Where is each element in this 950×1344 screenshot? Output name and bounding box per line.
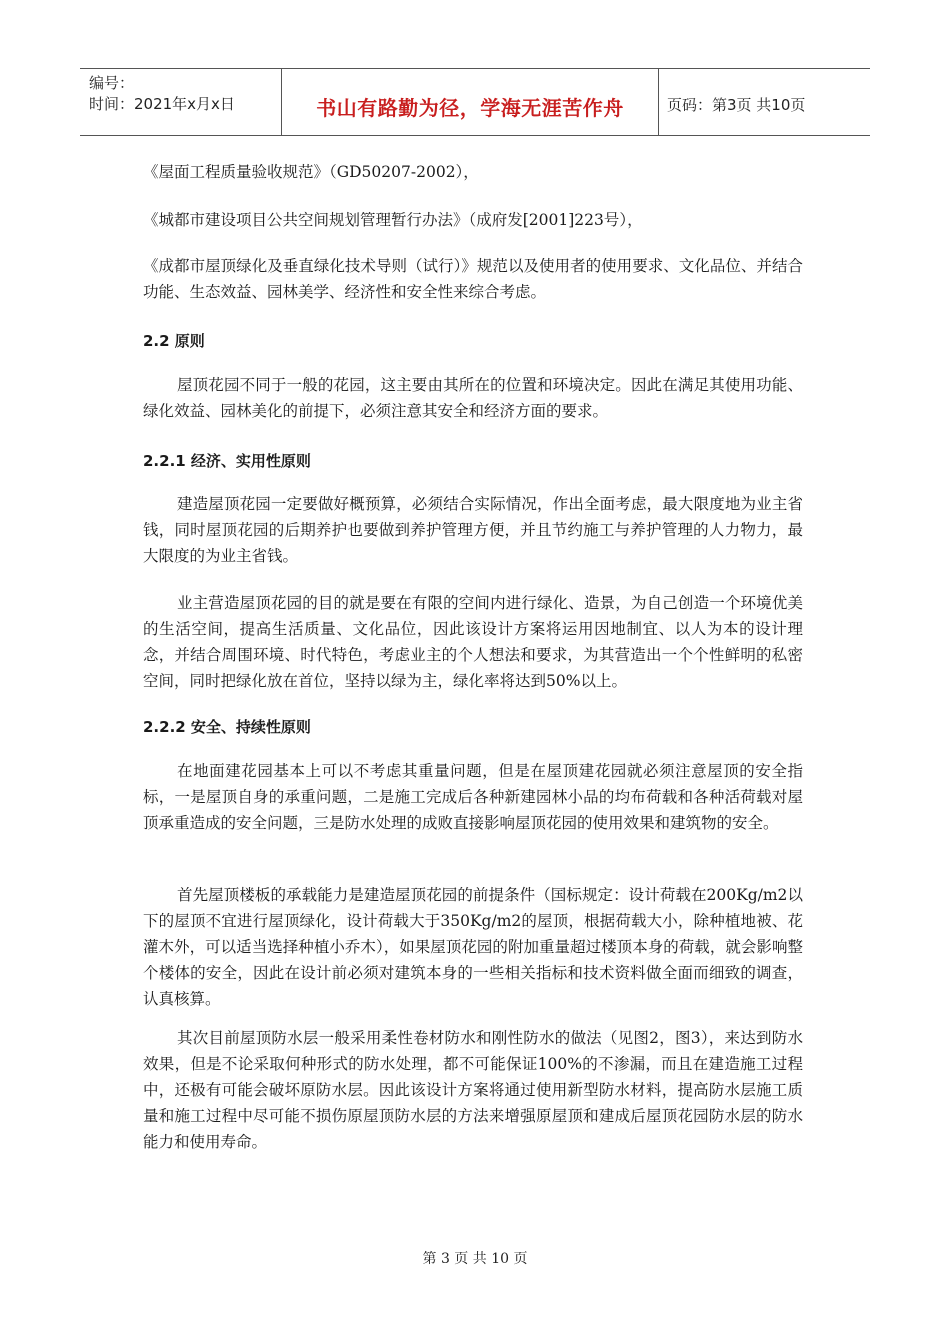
header-meta-cell	[80, 69, 282, 135]
doc-number-label: 编号：	[89, 74, 135, 92]
header-motto-cell	[282, 69, 659, 135]
header-motto: 书山有路勤为径，学海无涯苦作舟	[316, 96, 624, 120]
page-header	[80, 68, 870, 136]
paragraph-2-2-1-a: 建造屋顶花园一定要做好概预算，必须结合实际情况，作出全面考虑，最大限度地为业主省钱，同时屋顶花园的后期养护也要做到养护管理方便，并且节约施工与养护管理的人力物力，最大限度的为业主省钱。	[143, 495, 803, 565]
reference-line-1: 《屋面工程质量验收规范》（GD50207-2002），	[143, 163, 479, 181]
section-heading-2-2: 2.2 原则	[143, 332, 205, 350]
paragraph-2-2: 屋顶花园不同于一般的花园，这主要由其所在的位置和环境决定。因此在满足其使用功能、绿化效益、园林美化的前提下，必须注意其安全和经济方面的要求。	[143, 376, 803, 420]
doc-date-label: 时间：2021年x月x日	[89, 95, 235, 113]
reference-paragraph-3: 《成都市屋顶绿化及垂直绿化技术导则（试行）》规范以及使用者的使用要求、文化品位、并结合功能、生态效益、园林美学、经济性和安全性来综合考虑。	[143, 257, 803, 301]
header-page-info: 页码：第3页 共10页	[667, 96, 806, 114]
reference-line-2: 《城都市建设项目公共空间规划管理暂行办法》（成府发[2001]223号），	[143, 211, 643, 229]
section-heading-2-2-2: 2.2.2 安全、持续性原则	[143, 718, 311, 736]
header-page-cell	[659, 69, 870, 135]
section-heading-2-2-1: 2.2.1 经济、实用性原则	[143, 452, 311, 470]
paragraph-2-2-1-b: 业主营造屋顶花园的目的就是要在有限的空间内进行绿化、造景，为自己创造一个环境优美的生活空间，提高生活质量、文化品位，因此该设计方案将运用因地制宜、以人为本的设计理念，并结合周围环境、时代特色，考虑业主的个人想法和要求，为其营造出一个个性鲜明的私密空间，同时把绿化放在首位，坚持以绿为主，绿化率将达到50%以上。	[143, 594, 803, 690]
page-footer: 第 3 页 共 10 页	[422, 1251, 528, 1267]
paragraph-2-2-2-c: 其次目前屋顶防水层一般采用柔性卷材防水和刚性防水的做法（见图2，图3），来达到防水效果，但是不论采取何种形式的防水处理，都不可能保证100%的不渗漏，而且在建造施工过程中，还极有可能会破坏原防水层。因此该设计方案将通过使用新型防水材料，提高防水层施工质量和施工过程中尽可能不损伤原屋顶防水层的方法来增强原屋顶和建成后屋顶花园防水层的防水能力和使用寿命。	[143, 1029, 803, 1151]
paragraph-2-2-2-a: 在地面建花园基本上可以不考虑其重量问题，但是在屋顶建花园就必须注意屋顶的安全指标，一是屋顶自身的承重问题，二是施工完成后各种新建园林小品的均布荷载和各种活荷载对屋顶承重造成的安全问题，三是防水处理的成败直接影响屋顶花园的使用效果和建筑物的安全。	[143, 762, 803, 832]
paragraph-2-2-2-b: 首先屋顶楼板的承载能力是建造屋顶花园的前提条件（国标规定：设计荷载在200Kg/m2以下的屋顶不宜进行屋顶绿化，设计荷载大于350Kg/m2的屋顶，根据荷载大小，除种植地被、花灌木外，可以适当选择种植小乔木），如果屋顶花园的附加重量超过楼顶本身的荷载，就会影响整个楼体的安全，因此在设计前必须对建筑本身的一些相关指标和技术资料做全面而细致的调查，认真核算。	[143, 886, 803, 1008]
